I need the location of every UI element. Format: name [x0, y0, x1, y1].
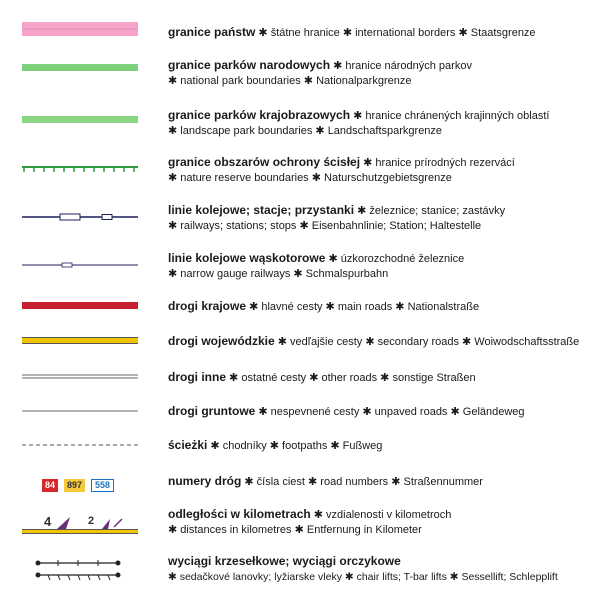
legend-row-national-parks: [0, 56, 600, 90]
legend-label-other: ✱ vedľajšie cesty ✱ secondary roads ✱ Woiwodschaftsstraße: [274, 336, 580, 348]
legend-text: [168, 554, 596, 585]
legend-label-pl: linie kolejowe; stacje; przystanki: [168, 203, 355, 217]
legend-label-pl: linie kolejowe wąskotorowe: [168, 251, 326, 265]
legend-text: [168, 334, 596, 350]
legend-row-landscape-parks: [0, 107, 600, 141]
national-park-symbol: [22, 64, 142, 74]
legend-label-other: ✱ vzdialenosti v kilometroch: [310, 509, 452, 521]
legend-label-pl: drogi krajowe: [168, 299, 247, 313]
legend-text: [168, 155, 596, 186]
road-number-badges: [42, 475, 162, 493]
main-road-band: [22, 302, 138, 309]
legend-label-other: ✱ ostatné cesty ✱ other roads ✱ sonstige Straßen: [226, 372, 476, 384]
road-number-badge-yellow: 897: [64, 479, 85, 492]
main-road-symbol: [22, 302, 142, 312]
legend-label-pl: granice parków narodowych: [168, 58, 331, 72]
footpath-symbol: [22, 443, 142, 449]
legend-label-other: ✱ štátne hranice ✱ international borders ✱ Staatsgrenze: [255, 27, 536, 39]
legend-label-other: ✱ hranice prírodných rezervácí: [360, 157, 515, 169]
railway-symbol: [22, 211, 142, 223]
legend-text: [168, 507, 596, 538]
narrow-gauge-symbol: [22, 259, 142, 271]
legend-label-other: ✱ hranice chránených krajinných oblastí: [350, 110, 550, 122]
legend-text: [168, 438, 596, 454]
t-bar-lift-symbol: [36, 573, 121, 581]
legend-label-pl: granice obszarów ochrony ścisłej: [168, 155, 361, 169]
legend-label-other: ✱ železnice; stanice; zastávky: [354, 205, 506, 217]
legend-text: [168, 370, 596, 386]
secondary-road-band: [22, 337, 138, 344]
chair-lift-symbol: [36, 560, 121, 566]
legend-label-pl: drogi wojewódzkie: [168, 334, 275, 348]
legend-row-secondary-roads: [0, 333, 600, 353]
narrow-gauge-station: [62, 263, 72, 267]
legend-label-pl: drogi inne: [168, 370, 226, 384]
legend-text: [168, 108, 596, 139]
legend-text: [168, 299, 596, 315]
legend-row-borders: [0, 19, 600, 49]
legend-label-other: ✱ hlavné cesty ✱ main roads ✱ Nationalstraße: [246, 301, 480, 313]
nature-reserve-symbol: [22, 165, 142, 177]
legend-label-pl: odległości w kilometrach: [168, 507, 311, 521]
legend-label-pl: numery dróg: [168, 474, 242, 488]
lift-symbols: [22, 556, 142, 586]
landscape-park-symbol: [22, 116, 142, 126]
secondary-road-symbol: [22, 337, 142, 347]
legend-text: [168, 58, 596, 89]
distance-value-2: 2: [88, 515, 95, 527]
legend-label-other: ✱ úzkorozchodné železnice: [325, 253, 465, 265]
legend-label-line2: ✱ sedačkové lanovky; lyžiarske vleky ✱ chair lifts; T-bar lifts ✱ Sessellift; Schlepplift: [168, 571, 558, 583]
legend-text: [168, 251, 596, 282]
legend-row-distances: [0, 505, 600, 545]
legend-text: [168, 474, 596, 490]
legend-row-footpaths: [0, 437, 600, 457]
national-park-band: [22, 64, 138, 71]
legend-label-line2: ✱ distances in kilometres ✱ Entfernung in Kilometer: [168, 524, 422, 536]
legend-text: [168, 404, 596, 420]
legend-row-railways: [0, 203, 600, 237]
legend-label-other: ✱ chodníky ✱ footpaths ✱ Fußweg: [207, 440, 383, 452]
legend-label-line2: ✱ railways; stations; stops ✱ Eisenbahnlinie; Station; Haltestelle: [168, 220, 482, 232]
road-number-badge-red: 84: [42, 479, 58, 492]
legend-row-unpaved-roads: [0, 403, 600, 423]
legend-row-other-roads: [0, 369, 600, 389]
legend-label-pl: ścieżki: [168, 438, 208, 452]
legend-label-line2: ✱ narrow gauge railways ✱ Schmalspurbahn: [168, 268, 389, 280]
distance-marker-2: [102, 519, 110, 529]
distance-symbol: [22, 507, 142, 541]
legend-label-line2: ✱ landscape park boundaries ✱ Landschaftsparkgrenze: [168, 125, 443, 137]
legend-label-other: ✱ nespevnené cesty ✱ unpaved roads ✱ Geländeweg: [255, 406, 525, 418]
legend-label-pl: granice państw: [168, 25, 256, 39]
legend-row-road-numbers: [0, 472, 600, 492]
legend-row-lifts: [0, 554, 600, 590]
legend-label-other: ✱ hranice národných parkov: [330, 60, 472, 72]
station-symbol: [60, 214, 80, 220]
legend-label-line2: ✱ nature reserve boundaries ✱ Naturschutzgebietsgrenze: [168, 172, 452, 184]
legend-label-pl: drogi gruntowe: [168, 404, 256, 418]
legend-label-line2: ✱ national park boundaries ✱ Nationalparkgrenze: [168, 75, 412, 87]
legend-label-other: ✱ čísla ciest ✱ road numbers ✱ Straßennummer: [241, 476, 483, 488]
legend-row-main-roads: [0, 298, 600, 318]
legend-text: [168, 25, 596, 41]
legend-label-pl: granice parków krajobrazowych: [168, 108, 351, 122]
unpaved-road-symbol: [22, 409, 142, 415]
legend-row-narrow-gauge: [0, 251, 600, 285]
distance-value-1: 4: [44, 514, 52, 529]
other-road-symbol: [22, 374, 142, 382]
legend-text: [168, 203, 596, 234]
distance-marker-1: [57, 517, 70, 529]
landscape-park-band: [22, 116, 138, 123]
legend-label-pl: wyciągi krzesełkowe; wyciągi orczykowe: [168, 554, 401, 568]
border-line-symbol: [22, 19, 142, 45]
stop-symbol: [102, 215, 112, 220]
road-number-badge-blue: 558: [91, 479, 114, 492]
legend-row-nature-reserve: [0, 155, 600, 189]
